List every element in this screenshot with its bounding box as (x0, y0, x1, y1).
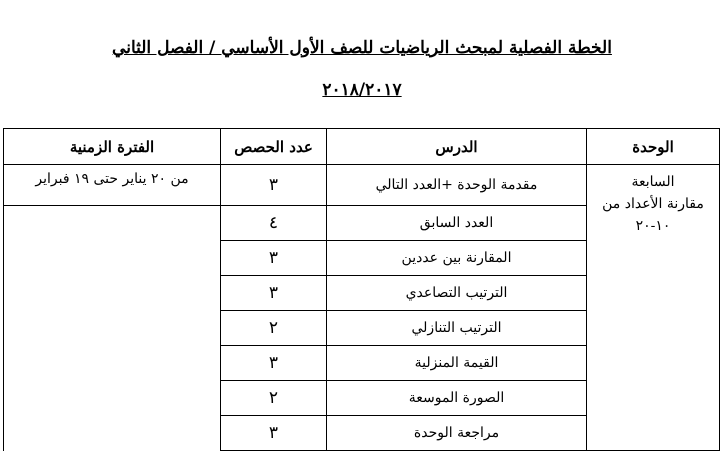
lesson-cell: الترتيب التنازلي (327, 311, 587, 346)
count-cell: ٣ (221, 241, 327, 276)
lesson-cell: مقدمة الوحدة +العدد التالي (327, 165, 587, 206)
lesson-cell: العدد السابق (327, 206, 587, 241)
column-header-period: الفترة الزمنية (4, 129, 221, 165)
lesson-cell: الصورة الموسعة (327, 381, 587, 416)
column-header-lesson: الدرس (327, 129, 587, 165)
count-cell: ٢ (221, 311, 327, 346)
empty-cell (4, 416, 221, 451)
table-header-row (4, 129, 720, 165)
lesson-cell: الترتيب التصاعدي (327, 276, 587, 311)
count-cell: ٣ (221, 416, 327, 451)
empty-cell (4, 381, 221, 416)
count-cell: ٣ (221, 346, 327, 381)
academic-year: ٢٠١٨/٢٠١٧ (322, 80, 402, 100)
count-cell: ٣ (221, 165, 327, 206)
count-cell: ٣ (221, 276, 327, 311)
lesson-plan-table (3, 128, 720, 451)
empty-cell (4, 241, 221, 276)
empty-cell (4, 206, 221, 241)
count-cell: ٤ (221, 206, 327, 241)
unit-cell (587, 165, 720, 451)
lesson-cell: المقارنة بين عددين (327, 241, 587, 276)
column-header-unit: الوحدة (587, 129, 720, 165)
empty-cell (4, 346, 221, 381)
lesson-cell: القيمة المنزلية (327, 346, 587, 381)
unit-name: السابعة (631, 174, 675, 190)
page-title: الخطة الفصلية لمبحث الرياضيات للصف الأول الأساسي / الفصل الثاني (112, 38, 612, 58)
lesson-cell: مراجعة الوحدة (327, 416, 587, 451)
empty-cell (4, 311, 221, 346)
count-cell: ٢ (221, 381, 327, 416)
empty-cell (4, 276, 221, 311)
unit-range: ١٠-٢٠ (635, 218, 671, 234)
period-cell: من ٢٠ يناير حتى ١٩ فبراير (4, 165, 221, 206)
table-row (4, 165, 720, 206)
column-header-count: عدد الحصص (221, 129, 327, 165)
unit-topic: مقارنة الأعداد من (602, 196, 704, 212)
